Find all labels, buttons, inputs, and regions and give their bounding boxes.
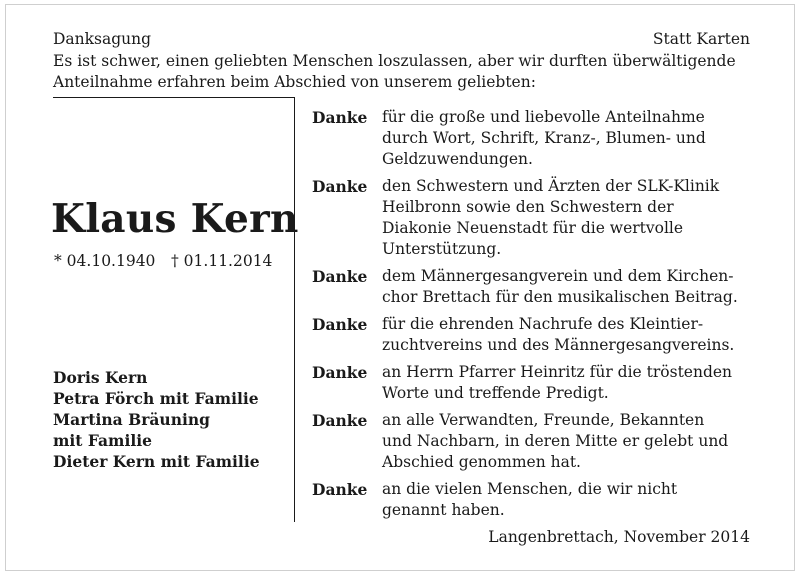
thanks-text bbox=[382, 479, 677, 521]
thanks-entry bbox=[312, 176, 752, 260]
thanks-keyword: Danke bbox=[312, 411, 368, 430]
thanks-line: durch Wort, Schrift, Kranz-, Blumen- und bbox=[382, 129, 706, 147]
obituary-notice bbox=[5, 4, 795, 571]
family-member: Dieter Kern mit Familie bbox=[53, 452, 260, 471]
header-title: Danksagung bbox=[53, 30, 152, 48]
thanks-entry bbox=[312, 479, 752, 521]
thanks-entry bbox=[312, 314, 752, 356]
thanks-keyword: Danke bbox=[312, 267, 368, 286]
header-note: Statt Karten bbox=[652, 30, 750, 48]
thanks-line: den Schwestern und Ärzten der SLK-Klinik bbox=[382, 177, 720, 195]
thanks-line: für die ehrenden Nachrufe des Kleintier- bbox=[382, 315, 704, 333]
thanks-text bbox=[382, 176, 719, 260]
thanks-line: an alle Verwandten, Freunde, Bekannten bbox=[382, 411, 705, 429]
thanks-line: Diakonie Neuenstadt für die wertvolle bbox=[382, 219, 684, 237]
thanks-line: an Herrn Pfarrer Heinritz für die tröstenden bbox=[382, 363, 733, 381]
family-member: Doris Kern bbox=[53, 368, 148, 387]
thanks-entry bbox=[312, 410, 752, 473]
thanks-entry bbox=[312, 362, 752, 404]
thanks-entry bbox=[312, 266, 752, 308]
thanks-line: dem Männergesangverein und dem Kirchen- bbox=[382, 267, 734, 285]
thanks-text bbox=[382, 266, 738, 308]
thanks-line: Abschied genommen hat. bbox=[382, 453, 581, 471]
thanks-text bbox=[382, 362, 732, 404]
thanks-text bbox=[382, 410, 728, 473]
thanks-line: zuchtvereins und des Männergesangvereins. bbox=[382, 336, 735, 354]
thanks-line: an die vielen Menschen, die wir nicht bbox=[382, 480, 678, 498]
vertical-divider bbox=[294, 97, 295, 522]
family-list bbox=[53, 367, 260, 472]
thanks-keyword: Danke bbox=[312, 108, 368, 127]
thanks-text bbox=[382, 107, 706, 170]
intro-line: Es ist schwer, einen geliebten Menschen loszulassen, aber wir durften überwältigende bbox=[53, 52, 736, 70]
thanks-line: chor Brettach für den musikalischen Beitrag. bbox=[382, 288, 738, 306]
horizontal-divider bbox=[53, 97, 294, 98]
thanks-keyword: Danke bbox=[312, 363, 368, 382]
thanks-line: Worte und treffende Predigt. bbox=[382, 384, 609, 402]
family-member: Petra Förch mit Familie bbox=[53, 389, 259, 408]
thanks-line: Heilbronn sowie den Schwestern der bbox=[382, 198, 674, 216]
thanks-text bbox=[382, 314, 734, 356]
thanks-keyword: Danke bbox=[312, 480, 368, 499]
thanks-line: Geldzuwendungen. bbox=[382, 150, 533, 168]
family-member: mit Familie bbox=[53, 431, 152, 450]
thanks-entry bbox=[312, 107, 752, 170]
thanks-keyword: Danke bbox=[312, 177, 368, 196]
thanks-line: und Nachbarn, in deren Mitte er gelebt und bbox=[382, 432, 729, 450]
birth-date: * 04.10.1940 bbox=[54, 252, 156, 270]
place-date-footer: Langenbrettach, November 2014 bbox=[488, 528, 750, 546]
family-member: Martina Bräuning bbox=[53, 410, 210, 429]
thanks-line: Unterstützung. bbox=[382, 240, 502, 258]
thanks-line: für die große und liebevolle Anteilnahme bbox=[382, 108, 705, 126]
death-date: † 01.11.2014 bbox=[171, 252, 273, 270]
deceased-name: Klaus Kern bbox=[51, 196, 299, 242]
thanks-line: genannt haben. bbox=[382, 501, 505, 519]
intro-line: Anteilnahme erfahren beim Abschied von unserem geliebten: bbox=[53, 73, 536, 91]
thanks-keyword: Danke bbox=[312, 315, 368, 334]
thanks-list bbox=[312, 107, 752, 527]
